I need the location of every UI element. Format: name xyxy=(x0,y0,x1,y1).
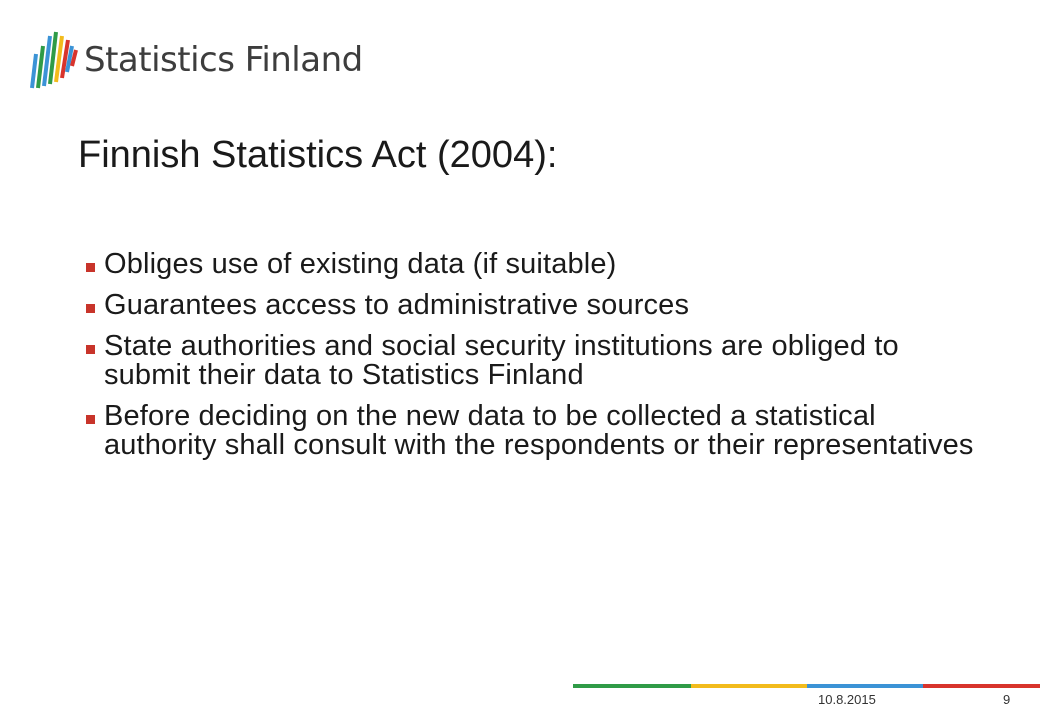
footer-date: 10.8.2015 xyxy=(818,692,876,707)
footer-line-red xyxy=(923,684,1040,688)
footer-line-yellow xyxy=(691,684,807,688)
bullet-item xyxy=(86,402,986,460)
statistics-finland-logo xyxy=(26,28,366,90)
bullet-text: State authorities and social security institutions are obliged to submit their data to Statistics Finland xyxy=(104,330,899,391)
bullet-square-icon xyxy=(86,304,95,313)
bullet-square-icon xyxy=(86,415,95,424)
bullet-item xyxy=(86,332,986,390)
bullet-item xyxy=(86,250,986,279)
logo-wordmark: Statistics Finland xyxy=(84,40,363,80)
bullet-square-icon xyxy=(86,263,95,272)
footer-line-green xyxy=(573,684,691,688)
bullet-square-icon xyxy=(86,345,95,354)
footer-line-blue xyxy=(807,684,923,688)
slide-title: Finnish Statistics Act (2004): xyxy=(78,134,558,176)
page-number: 9 xyxy=(1003,692,1011,707)
bullet-list xyxy=(86,250,986,472)
bullet-text: Obliges use of existing data (if suitable) xyxy=(104,248,617,280)
bullet-text: Before deciding on the new data to be collected a statistical authority shall consult with the respondents or their representatives xyxy=(104,400,974,461)
bullet-text: Guarantees access to administrative sources xyxy=(104,289,690,321)
bullet-item xyxy=(86,291,986,320)
statistics-finland-logo-icon xyxy=(26,28,78,90)
